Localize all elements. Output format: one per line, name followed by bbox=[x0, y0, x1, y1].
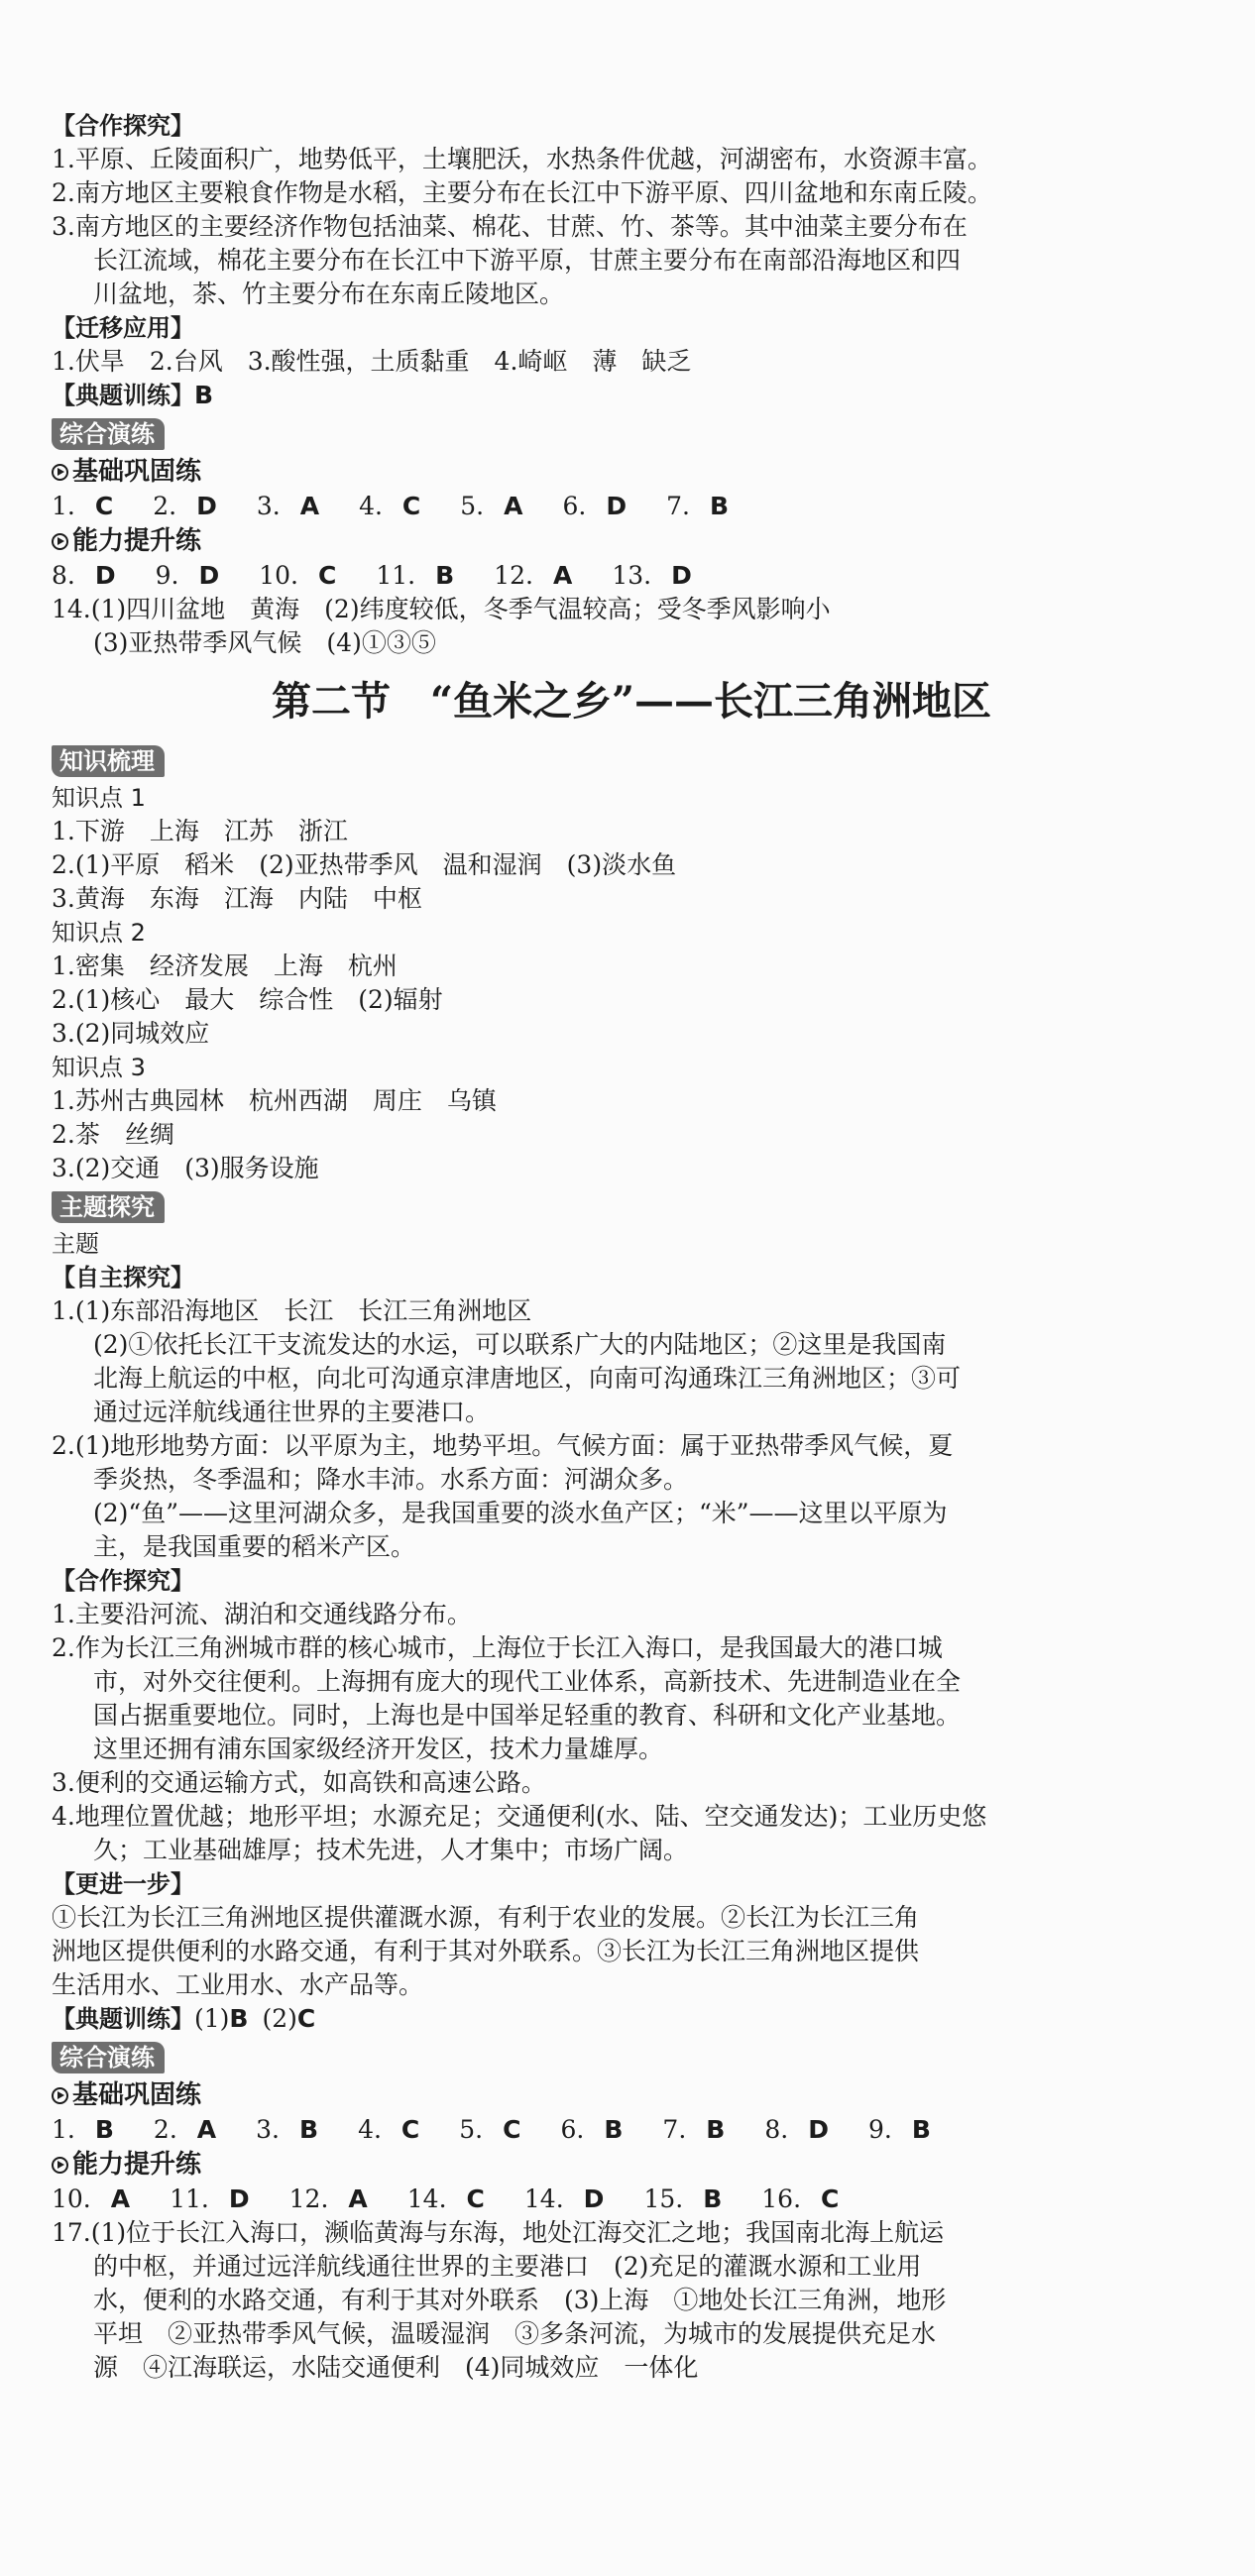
answer-letter: C bbox=[296, 2004, 316, 2033]
answer-letter: B bbox=[709, 492, 730, 520]
question-number: 12. bbox=[288, 2184, 329, 2213]
question-number: 15. bbox=[643, 2184, 684, 2213]
text-line: 2.作为长江三角洲城市群的核心城市，上海位于长江入海口，是我国最大的港口城 bbox=[52, 1633, 943, 1662]
question-number: 4. bbox=[359, 492, 383, 520]
answer-letter: C bbox=[466, 2184, 485, 2213]
text-line: 14.(1)四川盆地 黄海 (2)纬度较低，冬季气温较高；受冬季风影响小 bbox=[52, 595, 831, 623]
question-number: 14. bbox=[406, 2184, 447, 2213]
nengli-tisheng-label: 能力提升练 bbox=[72, 526, 202, 556]
question-number: 3. bbox=[256, 492, 281, 520]
answer-item bbox=[358, 2115, 439, 2144]
answer-letter: B bbox=[94, 2115, 114, 2144]
answer-item bbox=[170, 2184, 270, 2213]
badge-zhuti-tanjiu-row bbox=[52, 1185, 1211, 1227]
answer-item bbox=[459, 2115, 540, 2144]
answer-letter: B bbox=[911, 2115, 931, 2144]
question-number: 9. bbox=[155, 561, 179, 590]
answer-item bbox=[259, 561, 356, 590]
answer-item bbox=[256, 2115, 338, 2144]
knowledge-point-heading: 知识点 3 bbox=[52, 1054, 146, 1081]
question-number: 7. bbox=[662, 2115, 687, 2144]
heading-hezuo-tanjiu: 【合作探究】 bbox=[52, 112, 194, 140]
answer-letter: A bbox=[504, 492, 523, 520]
text-line: 3.南方地区的主要经济作物包括油菜、棉花、甘蔗、竹、茶等。其中油菜主要分布在 bbox=[52, 212, 968, 241]
answer-item bbox=[52, 2184, 150, 2213]
text-line: 1.平原、丘陵面积广，地势低平，土壤肥沃，水热条件优越，河湖密布，水资源丰富。 bbox=[52, 145, 992, 173]
answer-letter: A bbox=[196, 2115, 217, 2144]
question-number: 11. bbox=[170, 2184, 209, 2213]
question-number: 9. bbox=[867, 2115, 892, 2144]
answer-item bbox=[257, 492, 339, 520]
answer-item bbox=[666, 492, 748, 520]
text-line: 长江流域，棉花主要分布在长江中下游平原，甘蔗主要分布在南部沿海地区和四 bbox=[93, 246, 962, 275]
answer-letter: C bbox=[821, 2184, 840, 2213]
play-circle-icon bbox=[52, 2087, 68, 2104]
text-line: 2.(1)平原 稻米 (2)亚热带季风 温和湿润 (3)淡水鱼 bbox=[52, 850, 677, 879]
badge-zonghe-yanlian: 综合演练 bbox=[52, 418, 165, 450]
badge-zhuti-tanjiu: 主题探究 bbox=[52, 1191, 165, 1223]
text-line: 1.苏州古典园林 杭州西湖 周庄 乌镇 bbox=[52, 1086, 497, 1115]
heading-zizhu-tanjiu: 【自主探究】 bbox=[52, 1264, 194, 1291]
jichu-gonggu-heading bbox=[52, 2077, 1211, 2113]
answer-item bbox=[289, 2184, 388, 2213]
topic-label: 主题 bbox=[52, 1230, 99, 1258]
answer-letter: C bbox=[401, 492, 421, 520]
text-line: 久；工业基础雄厚；技术先进，人才集中；市场广阔。 bbox=[93, 1836, 689, 1864]
jichu-gonggu-heading bbox=[52, 454, 1211, 490]
answer-item bbox=[761, 2184, 858, 2213]
answer-item bbox=[156, 561, 240, 590]
knowledge-point-heading: 知识点 1 bbox=[52, 784, 146, 812]
question-number: 12. bbox=[494, 561, 533, 590]
answer-row bbox=[52, 490, 1211, 523]
text-line: 这里还拥有浦东国家级经济开发区，技术力量雄厚。 bbox=[93, 1735, 664, 1763]
knowledge-point-heading: 知识点 2 bbox=[52, 919, 146, 947]
heading-gengjin-yibu: 【更进一步】 bbox=[52, 1870, 194, 1898]
dianti-row bbox=[52, 2002, 1211, 2036]
answer-letter: D bbox=[671, 561, 692, 590]
answer-letter: B bbox=[706, 2115, 726, 2144]
text-line: 洲地区提供便利的水路交通，有利于其对外联系。③长江为长江三角洲地区提供 bbox=[52, 1937, 920, 1965]
text-line: 水，便利的水路交通，有利于其对外联系 (3)上海 ①地处长江三角洲，地形 bbox=[93, 2286, 947, 2314]
badge-zonghe-yanlian-row bbox=[52, 2036, 1211, 2077]
question-number: 10. bbox=[52, 2184, 91, 2213]
answer-item bbox=[764, 2115, 849, 2144]
text-line: 2.南方地区主要粮食作物是水稻，主要分布在长江中下游平原、四川盆地和东南丘陵。 bbox=[52, 178, 992, 207]
question-number: 4. bbox=[358, 2115, 382, 2144]
answer-item bbox=[52, 561, 136, 590]
text-line: 源 ④江海联运，水陆交通便利 (4)同城效应 一体化 bbox=[93, 2353, 699, 2382]
answer-letter: B bbox=[604, 2115, 624, 2144]
text-line: (3)亚热带季风气候 (4)①③⑤ bbox=[93, 628, 436, 657]
text-line: 3.黄海 东海 江海 内陆 中枢 bbox=[52, 884, 422, 913]
answer-letter: D bbox=[583, 2184, 605, 2213]
answer-letter: A bbox=[299, 492, 320, 520]
answer-item bbox=[460, 492, 542, 520]
text-line: 主，是我国重要的稻米产区。 bbox=[93, 1532, 416, 1561]
badge-zonghe-yanlian: 综合演练 bbox=[52, 2042, 165, 2073]
question-number: 11. bbox=[376, 561, 416, 590]
text-line: 平坦 ②亚热带季风气候，温暖湿润 ③多条河流，为城市的发展提供充足水 bbox=[93, 2319, 937, 2348]
question-number: 8. bbox=[764, 2115, 789, 2144]
answer-letter: B bbox=[435, 561, 455, 590]
play-circle-icon bbox=[52, 464, 68, 481]
badge-zhishi-shuli: 知识梳理 bbox=[52, 745, 165, 777]
answer-letter: A bbox=[348, 2184, 368, 2213]
text-line: 2.茶 丝绸 bbox=[52, 1120, 174, 1149]
answer-letter: B bbox=[299, 2115, 319, 2144]
text-line: (2)“鱼”——这里河湖众多，是我国重要的淡水鱼产区；“米”——这里以平原为 bbox=[93, 1499, 948, 1527]
nengli-tisheng-label: 能力提升练 bbox=[72, 2150, 202, 2180]
answer-item bbox=[524, 2184, 625, 2213]
heading-dianti-xunlian: 【典题训练】 bbox=[52, 2005, 194, 2033]
text-line: 17.(1)位于长江入海口，濒临黄海与东海，地处江海交汇之地；我国南北海上航运 bbox=[52, 2218, 945, 2247]
answer-item bbox=[376, 561, 474, 590]
question-number: 6. bbox=[562, 492, 587, 520]
answer-letter: D bbox=[198, 561, 220, 590]
text-line: 2.(1)地形地势方面：以平原为主，地势平坦。气候方面：属于亚热带季风气候，夏 bbox=[52, 1431, 954, 1460]
question-number: 2. bbox=[153, 492, 177, 520]
question-number: 8. bbox=[52, 561, 75, 590]
nengli-tisheng-heading bbox=[52, 523, 1211, 559]
answer-letter: C bbox=[503, 2115, 521, 2144]
answer-column bbox=[52, 109, 1211, 2385]
answer-letter: C bbox=[318, 561, 337, 590]
section-title: 第二节 “鱼米之乡”——长江三角洲地区 bbox=[271, 678, 991, 725]
text-line: 2.(1)核心 最大 综合性 (2)辐射 bbox=[52, 985, 443, 1014]
answer-letter: B bbox=[229, 2004, 249, 2033]
answer-item bbox=[154, 2115, 236, 2144]
text-line: 的中枢，并通过远洋航线通往世界的主要港口 (2)充足的灌溉水源和工业用 bbox=[93, 2252, 922, 2281]
text-line: 1.下游 上海 江苏 浙江 bbox=[52, 817, 348, 845]
answer-item bbox=[407, 2184, 505, 2213]
text-line: 1.密集 经济发展 上海 杭州 bbox=[52, 952, 398, 980]
question-number: 13. bbox=[612, 561, 652, 590]
text-line: 生活用水、工业用水、水产品等。 bbox=[52, 1970, 424, 1999]
answer-row bbox=[52, 559, 1211, 593]
jichu-gonggu-label: 基础巩固练 bbox=[72, 2080, 202, 2110]
answer-letter: D bbox=[94, 561, 116, 590]
text-line: 北海上航运的中枢，向北可沟通京津唐地区，向南可沟通珠江三角洲地区；③可 bbox=[93, 1364, 962, 1393]
answer-letter: A bbox=[552, 561, 573, 590]
play-circle-icon bbox=[52, 533, 68, 550]
text-line: 3.便利的交通运输方式，如高铁和高速公路。 bbox=[52, 1768, 546, 1797]
question-number: 14. bbox=[523, 2184, 564, 2213]
badge-zhishi-shuli-row bbox=[52, 739, 1211, 781]
text-line: ①长江为长江三角洲地区提供灌溉水源，有利于农业的发展。②长江为长江三角 bbox=[52, 1903, 920, 1932]
answer-letter: D bbox=[196, 492, 217, 520]
answer-item bbox=[662, 2115, 744, 2144]
sub-question-number: (2) bbox=[262, 2004, 297, 2033]
answer-item bbox=[359, 492, 440, 520]
question-number: 7. bbox=[666, 492, 690, 520]
question-number: 10. bbox=[259, 561, 299, 590]
jichu-gonggu-label: 基础巩固练 bbox=[72, 457, 202, 487]
text-line: 4.地理位置优越；地形平坦；水源充足；交通便利(水、陆、空交通发达)；工业历史悠 bbox=[52, 1802, 987, 1831]
text-line: 通过远洋航线通往世界的主要港口。 bbox=[93, 1398, 491, 1426]
text-line: 3.(2)同城效应 bbox=[52, 1019, 210, 1048]
heading-hezuo-tanjiu: 【合作探究】 bbox=[52, 1567, 194, 1595]
answer-letter: A bbox=[110, 2184, 131, 2213]
heading-dianti-xunlian: 【典题训练】 bbox=[52, 382, 194, 409]
play-circle-icon bbox=[52, 2157, 68, 2174]
question-number: 1. bbox=[52, 2115, 75, 2144]
answer-letter: D bbox=[808, 2115, 829, 2144]
question-number: 2. bbox=[153, 2115, 177, 2144]
text-line: 季炎热，冬季温和；降水丰沛。水系方面：河湖众多。 bbox=[93, 1465, 689, 1494]
answer-letter: D bbox=[228, 2184, 250, 2213]
text-line: 3.(2)交通 (3)服务设施 bbox=[52, 1154, 319, 1182]
answer-row bbox=[52, 2183, 1211, 2216]
text-line: 市，对外交往便利。上海拥有庞大的现代工业体系，高新技术、先进制造业在全 bbox=[93, 1667, 962, 1696]
nengli-tisheng-heading bbox=[52, 2147, 1211, 2183]
text-line: 1.(1)东部沿海地区 长江 长江三角洲地区 bbox=[52, 1296, 532, 1325]
dianti-row bbox=[52, 379, 1211, 412]
answer-row bbox=[52, 2113, 1211, 2147]
question-number: 5. bbox=[460, 492, 485, 520]
text-line: 国占据重要地位。同时，上海也是中国举足轻重的教育、科研和文化产业基地。 bbox=[93, 1701, 962, 1730]
text-line: 川盆地，茶、竹主要分布在东南丘陵地区。 bbox=[93, 280, 565, 308]
answer-item bbox=[868, 2115, 951, 2144]
sub-question-number: (1) bbox=[194, 2004, 230, 2033]
answer-item bbox=[52, 492, 133, 520]
question-number: 5. bbox=[459, 2115, 484, 2144]
answer-item bbox=[153, 492, 237, 520]
text-line: (2)①依托长江干支流发达的水运，可以联系广大的内陆地区；②这里是我国南 bbox=[93, 1330, 947, 1359]
answer-item bbox=[563, 492, 647, 520]
answer-item bbox=[52, 2115, 134, 2144]
question-number: 16. bbox=[761, 2184, 802, 2213]
heading-qianyi-yingyong: 【迁移应用】 bbox=[52, 314, 194, 342]
answer-item bbox=[561, 2115, 643, 2144]
answer-item bbox=[643, 2184, 742, 2213]
question-number: 6. bbox=[560, 2115, 585, 2144]
answer-letter: D bbox=[606, 492, 628, 520]
answer-item bbox=[494, 561, 592, 590]
question-number: 3. bbox=[256, 2115, 280, 2144]
text-line: 1.伏旱 2.台风 3.酸性强，土质黏重 4.崎岖 薄 缺乏 bbox=[52, 347, 692, 376]
answer-letter: C bbox=[94, 492, 114, 520]
answer-letter: B bbox=[703, 2184, 723, 2213]
answer-letter: B bbox=[194, 381, 214, 409]
answer-letter: C bbox=[400, 2115, 420, 2144]
question-number: 1. bbox=[52, 492, 75, 520]
text-line: 1.主要沿河流、湖泊和交通线路分布。 bbox=[52, 1600, 472, 1628]
badge-zonghe-yanlian-row bbox=[52, 412, 1211, 454]
answer-item bbox=[612, 561, 712, 590]
